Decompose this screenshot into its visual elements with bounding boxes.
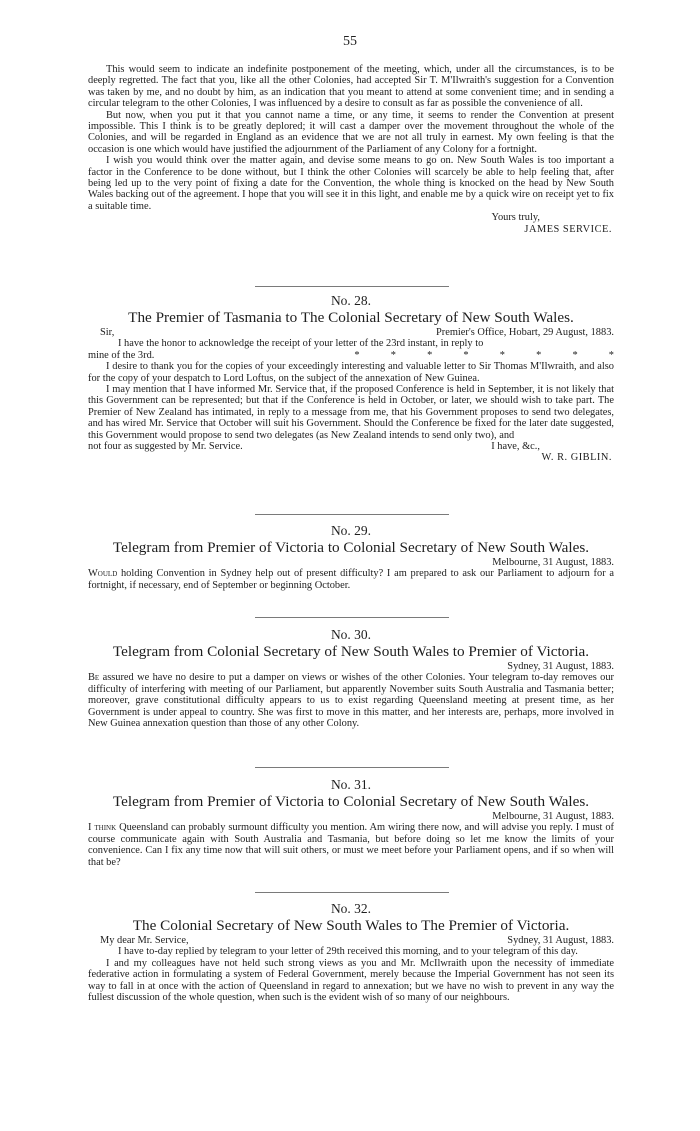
document-number: No. 29. [330, 523, 372, 538]
document-title: Telegram from Premier of Victoria to Colonial Secretary of New South Wales. [112, 793, 590, 810]
paragraph: I and my colleagues have not held such strong views as you and Mr. McIlwraith upon the necessity of immediate federative action in formulating a system of Federal Government, merely because the Imperial Government has not seen its way to fall in at once with the action of Queensland in regard to annexation; but we have no wish to prevent in any way the fullest discussion of the whole question, when such is the evident wish of so many of our neighbours. [88, 957, 614, 1004]
salutation-row [88, 935, 614, 946]
document-number: No. 30. [330, 627, 372, 642]
signature: JAMES SERVICE. [524, 223, 612, 235]
telegram-no-30 [88, 626, 614, 729]
dateline: Melbourne, 31 August, 1883. [492, 557, 614, 568]
paragraph-fragment: mine of the 3rd. [88, 349, 155, 361]
document-title: The Premier of Tasmania to The Colonial Secretary of New South Wales. [128, 309, 574, 326]
document-title: Telegram from Colonial Secretary of New South Wales to Premier of Victoria. [112, 643, 590, 660]
document-number: No. 32. [330, 901, 372, 916]
letter-no-32 [88, 900, 614, 1003]
lead-word: Be [88, 672, 100, 684]
telegram-no-29 [88, 522, 614, 591]
dateline: Sydney, 31 August, 1883. [507, 935, 614, 946]
paragraph: I desire to thank you for the copies of your exceedingly interesting and valuable letter to Sir Thomas M'Ilwraith, and also for the copy of your despatch to Lord Loftus, on the subject of the annexation of New Guinea. [88, 361, 614, 384]
dateline: Melbourne, 31 August, 1883. [492, 811, 614, 822]
salutation: Sir, [100, 327, 115, 338]
paragraph [88, 568, 614, 591]
divider [255, 286, 449, 287]
telegram-body: Queensland can probably surmount difficulty you mention. Am wiring there now, and will advise you reply. I must of course communicate again with South Australia and Tasmania, but before doing so let me know the limits of your convenience. Can I fix any time now that will suit others, or must we meet before your Parliament opens, and if so when will that be? [88, 822, 614, 868]
salutation: My dear Mr. Service, [100, 935, 189, 946]
telegram-body: assured we have no desire to put a damper on views or wishes of the other Colonies. Your telegram to-day removes our difficulty of interfering with meeting of our Parliament, but apparently November suits South Australia and Tasmania better; moreover, grave constitutional difficulty appears to us to exist regarding Queensland meeting at present time, as her Government is under appeal to country. She was first to move in this matter, and her interests are, perhaps, more involved in New Guinea annexation question than those of any other Colony. [88, 672, 614, 730]
paragraph: I have to-day replied by telegram to your letter of 29th received this morning, and to your telegram of this day. [118, 946, 578, 958]
document-title: Telegram from Premier of Victoria to Colonial Secretary of New South Wales. [112, 539, 590, 556]
document-number: No. 31. [330, 777, 372, 792]
divider [255, 892, 449, 893]
paragraph: I may mention that I have informed Mr. Service that, if the proposed Conference is held in September, it is not likely that this Government can be represented; but that if the Conference is held in October, or later, we should wish to take part. The Premier of New Zealand has intimated, in reply to a message from me, that his Government proposes to send two delegates, and has wired Mr. Service that October will suit his Government. Should the Conference be fixed for the later date suggested, this Government would propose to send two delegates (as New Zealand intends to send only two), and [88, 384, 614, 441]
closing: I have, &c., [491, 441, 540, 453]
divider [255, 617, 449, 618]
paragraph [88, 822, 614, 868]
dateline: Premier's Office, Hobart, 29 August, 1883. [435, 327, 614, 338]
lead-word: I think [88, 822, 117, 834]
divider [255, 514, 449, 515]
lead-word: Would [88, 568, 118, 580]
paragraph: I have the honor to acknowledge the receipt of your letter of the 23rd instant, in reply to [118, 338, 484, 350]
dateline: Sydney, 31 August, 1883. [507, 661, 614, 672]
telegram-no-31 [88, 776, 614, 868]
paragraph: But now, when you put it that you cannot name a time, or any time, it seems to render the Convention at present impossible. This I think is to be greatly deplored; it will cast a damper over the movement throughout the whole of the Colonies, and will be regarded in England as an evidence that we are not all truly in earnest. My own feeling is that the occasion is one which would have justified the adjournment of the Parliament of any Colony for a fortnight. [88, 109, 614, 155]
paragraph: This would seem to indicate an indefinite postponement of the meeting, which, under all the circumstances, is to be deeply regretted. The fact that you, like all the other Colonies, had accepted Sir T. M'Ilwraith's suggestion for a Convention was taken by me, and no doubt by him, as an indication that you meant to attend at some convenient time; and in sending a circular telegram to the other Colonies, I was influenced by a desire to consult as far as possible the convenience of all. [88, 64, 614, 110]
document-title: The Colonial Secretary of New South Wales to The Premier of Victoria. [132, 917, 570, 934]
closing: Yours truly, [491, 212, 540, 224]
telegram-body: holding Convention in Sydney help out of present difficulty? I am prepared to ask our Parliament to adjourn for a fortnight, if necessary, end of September or beginning October. [88, 568, 614, 591]
paragraph: I wish you would think over the matter again, and devise some means to go on. New South Wales is too important a factor in the Conference to be done without, but I think the other Colonies will scarcely be able to help feeling that, after being led up to the very point of fixing a date for the Convention, the whole thing is knocked on the head by New South Wales backing out of the agreement. I hope that you will see it in this light, and enable me by a quick wire on receipt yet to fix a suitable time. [88, 155, 614, 212]
omission-stars: * * * * * * * * [354, 349, 614, 361]
signature: W. R. GIBLIN. [541, 452, 612, 464]
letter-no-28 [88, 292, 614, 464]
paragraph [88, 672, 614, 729]
document-number: No. 28. [330, 293, 372, 308]
closing-row [88, 441, 614, 452]
paragraph-fragment: not four as suggested by Mr. Service. [88, 441, 243, 453]
stars-row [88, 350, 614, 361]
letter-continuation [88, 64, 614, 235]
salutation-row [88, 327, 614, 338]
divider [255, 767, 449, 768]
page-number: 55 [343, 34, 357, 49]
